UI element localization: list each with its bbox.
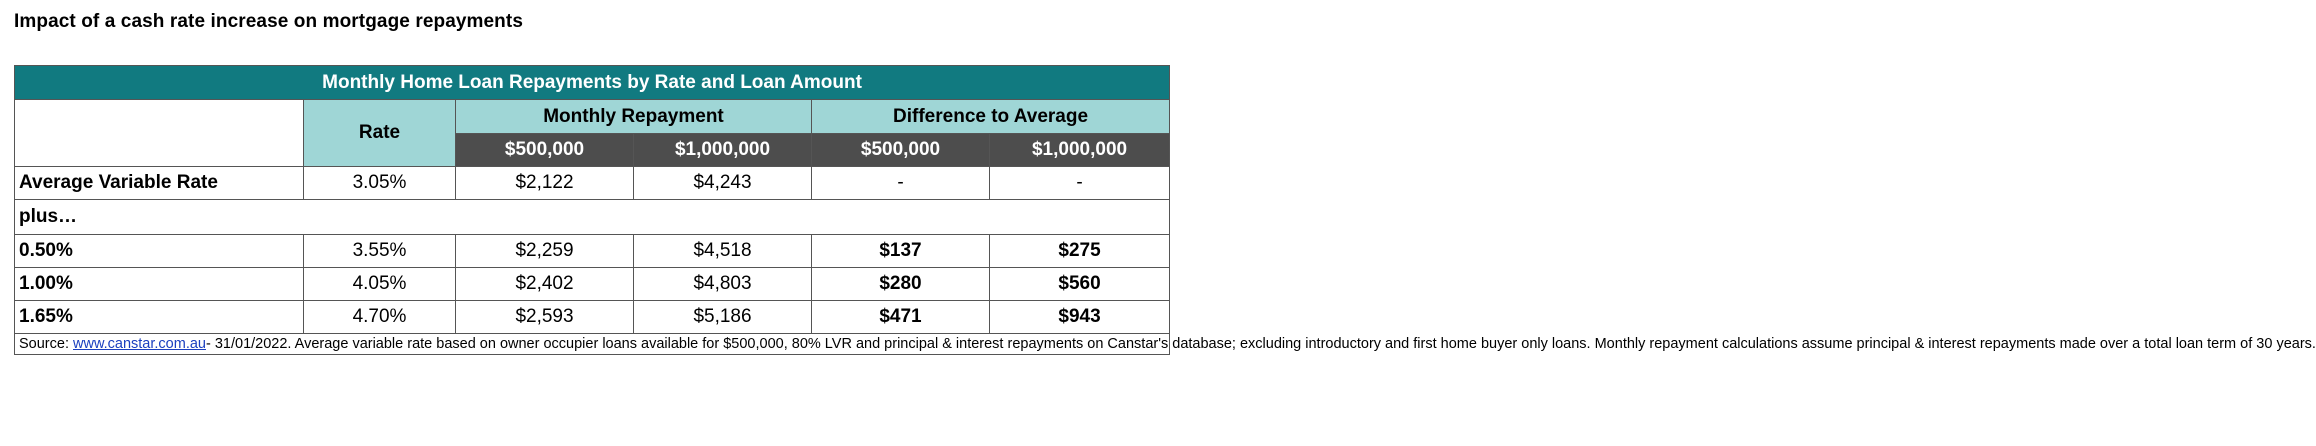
sub-header-repay-500k: $500,000: [456, 134, 634, 167]
rate-header: Rate: [304, 100, 456, 167]
repay-500k-cell: $2,402: [456, 268, 634, 301]
row-label: 1.00%: [15, 268, 304, 301]
repay-500k-cell: $2,593: [456, 301, 634, 334]
plus-row: [15, 200, 1170, 235]
page-title: Impact of a cash rate increase on mortgage repayments: [14, 11, 523, 32]
table-banner: Monthly Home Loan Repayments by Rate and Loan Amount: [15, 66, 1170, 100]
diff-1m-cell: $943: [990, 301, 1170, 334]
monthly-repayment-header: Monthly Repayment: [456, 100, 812, 134]
source-link[interactable]: www.canstar.com.au: [73, 336, 206, 352]
rate-cell: 3.55%: [304, 235, 456, 268]
sub-header-repay-1m: $1,000,000: [634, 134, 812, 167]
repayments-table: [14, 65, 2316, 355]
row-label: Average Variable Rate: [15, 167, 304, 200]
diff-1m-cell: $560: [990, 268, 1170, 301]
diff-1m-cell: $275: [990, 235, 1170, 268]
diff-500k-cell: -: [812, 167, 990, 200]
repay-1m-cell: $5,186: [634, 301, 812, 334]
average-rate-row: [15, 167, 1170, 200]
source-prefix: Source:: [19, 336, 73, 352]
difference-header: Difference to Average: [812, 100, 1170, 134]
header-row: [15, 100, 1170, 134]
rate-cell: 3.05%: [304, 167, 456, 200]
table-row: [15, 268, 1170, 301]
table-row: [15, 235, 1170, 268]
row-label: 1.65%: [15, 301, 304, 334]
rate-cell: 4.05%: [304, 268, 456, 301]
repay-1m-cell: $4,803: [634, 268, 812, 301]
row-label: 0.50%: [15, 235, 304, 268]
repay-500k-cell: $2,259: [456, 235, 634, 268]
repay-1m-cell: $4,243: [634, 167, 812, 200]
table-banner-row: [15, 66, 1170, 100]
table-row: [15, 301, 1170, 334]
diff-500k-cell: $137: [812, 235, 990, 268]
rate-cell: 4.70%: [304, 301, 456, 334]
source-text: - 31/01/2022. Average variable rate based on owner occupier loans available for $500,000, 80% LVR and principal & interest repayments on Canstar's database; excluding introductory and first home buyer only loans. Monthly repayment calculations assume principal & interest repayments made over a total loan term of 30 years.: [205, 336, 2316, 352]
source-row: [15, 334, 1170, 355]
diff-500k-cell: $280: [812, 268, 990, 301]
blank-header-cell: [15, 100, 304, 167]
plus-label: plus…: [15, 200, 1170, 235]
repay-500k-cell: $2,122: [456, 167, 634, 200]
source-note: [15, 334, 2316, 355]
sub-header-diff-500k: $500,000: [812, 134, 990, 167]
repay-1m-cell: $4,518: [634, 235, 812, 268]
diff-1m-cell: -: [990, 167, 1170, 200]
sub-header-diff-1m: $1,000,000: [990, 134, 1170, 167]
diff-500k-cell: $471: [812, 301, 990, 334]
